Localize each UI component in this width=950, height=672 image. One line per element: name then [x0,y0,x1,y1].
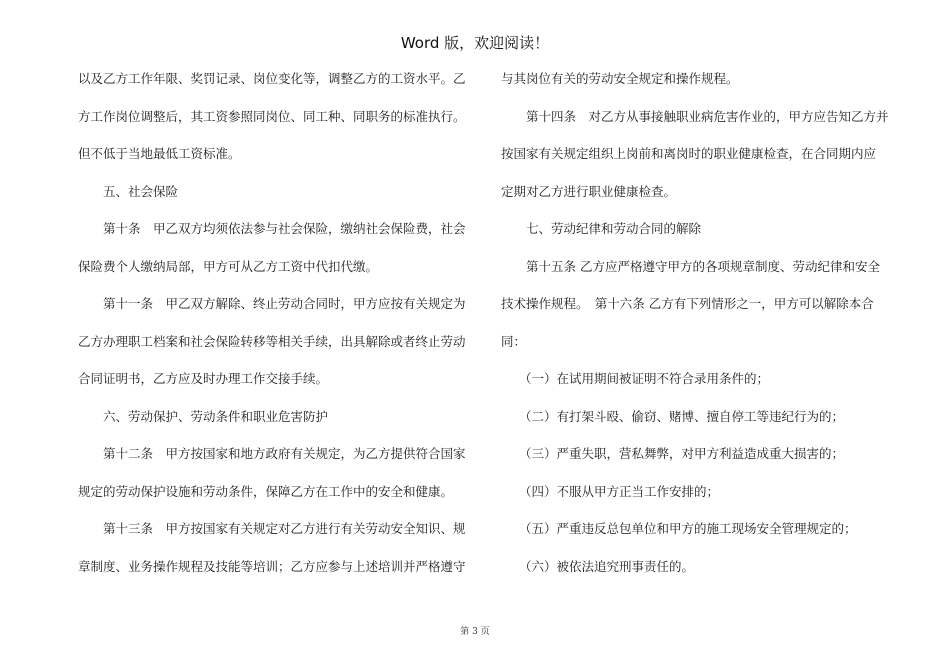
text-line: 合同证明书，乙方应及时办理工作交接手续。 [78,371,329,386]
text-line: 第十三条 甲方按国家有关规定对乙方进行有关劳动安全知识、规 [103,521,466,536]
section-heading: 五、社会保险 [103,183,179,199]
text-line: 方工作岗位调整后，其工资参照同岗位、同工种、同职务的标准执行。 [78,108,466,124]
text-line: 章制度、业务操作规程及技能等培训；乙方应参与上述培训并严格遵守 [78,558,466,574]
text-line: 第十条 甲乙双方均须依法参与社会保险，缴纳社会保险费，社会 [103,221,466,236]
text-line: 乙方办理职工档案和社会保险转移等相关手续，出具解除或者终止劳动 [78,333,466,349]
list-item: （三）严重失职，营私舞弊，对甲方利益造成重大损害的； [519,446,845,461]
list-item: （四）不服从甲方正当工作安排的； [519,483,720,499]
page-header: Word 版，欢迎阅读！ [400,34,550,52]
section-heading: 六、劳动保护、劳动条件和职业危害防护 [103,408,329,424]
list-item: （六）被依法追究刑事责任的。 [519,558,695,574]
text-line: 按国家有关规定组织上岗前和离岗时的职业健康检查，在合同期内应 [501,146,877,161]
text-line: 第十二条 甲方按国家和地方政府有关规定，为乙方提供符合国家 [103,446,466,461]
list-item: （二）有打架斗殴、偷窃、赌博、擅自停工等违纪行为的； [519,408,845,424]
text-line: 以及乙方工作年限、奖罚记录、岗位变化等，调整乙方的工资水平。乙 [78,71,466,86]
text-line: 技术操作规程。 第十六条 乙方有下列情形之一，甲方可以解除本合 [501,296,874,311]
right-column [501,66,911,591]
list-item: （一）在试用期间被证明不符合录用条件的； [519,371,770,386]
text-line: 第十一条 甲乙双方解除、终止劳动合同时，甲方应按有关规定为 [103,296,466,311]
text-line: 同： [501,333,527,349]
text-line: 保险费个人缴纳局部，甲方可从乙方工资中代扣代缴。 [78,258,379,274]
text-line: 定期对乙方进行职业健康检查。 [501,183,677,199]
text-line: 规定的劳动保护设施和劳动条件，保障乙方在工作中的安全和健康。 [78,483,454,499]
list-item: （五）严重违反总包单位和甲方的施工现场安全管理规定的； [519,521,857,536]
left-column [78,66,488,591]
text-line: 但不低于当地最低工资标准。 [78,146,241,161]
text-line: 与其岗位有关的劳动安全规定和操作规程。 [501,71,739,86]
text-line: 第十五条 乙方应严格遵守甲方的各项规章制度、劳动纪律和安全 [526,258,880,274]
text-line: 第十四条 对乙方从事接触职业病危害作业的，甲方应告知乙方并 [526,108,889,124]
page-number: 第 3 页 [460,627,490,637]
section-heading: 七、劳动纪律和劳动合同的解除 [526,221,702,236]
